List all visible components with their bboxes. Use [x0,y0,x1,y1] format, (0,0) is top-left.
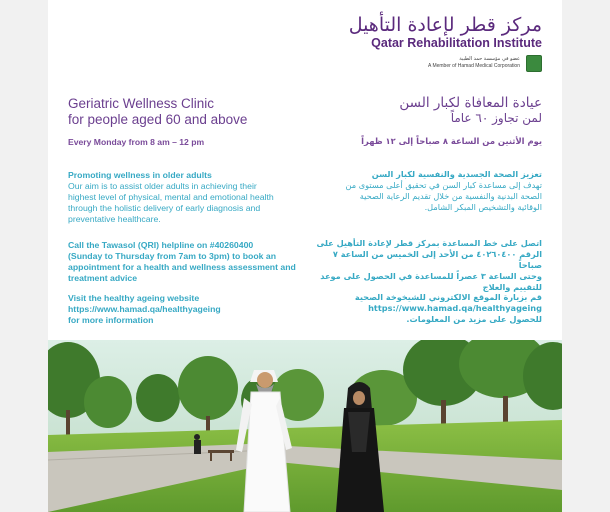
clinic-subtitle-ar: لمن تجاوز ٦٠ عاماً [450,111,542,125]
visit-section-en [68,293,304,326]
hmc-member-english: A Member of Hamad Medical Corporation [428,63,520,69]
hmc-logo-icon [526,55,542,72]
hmc-member-arabic: عضو في مؤسسة حمد الطبية [459,56,520,62]
park-photo [48,340,562,512]
call-line: appointment for a health and wellness assessment and [68,261,296,272]
call-line: treatment advice [68,272,138,283]
institute-logo-english: Qatar Rehabilitation Institute [371,36,542,50]
promo-line: through the holistic delivery of early diagnosis and [68,202,261,213]
call-line: Call the Tawasol (QRI) helpline on #40260400 [68,240,254,250]
promo-line: الصحة البدنية والنفسية من خلال تقديم الرعاية الصحية [359,190,542,201]
visit-line: for more information [68,314,154,325]
promo-line: highest level of physical, mental and emotional health [68,191,274,202]
promo-line: الوقائية والتشخيص المبكر الشامل. [424,201,542,212]
promo-line: preventative healthcare. [68,213,161,224]
website-link-en[interactable]: https://www.hamad.qa/healthyageing [68,303,221,314]
clinic-schedule-ar: يوم الأثنين من الساعة ٨ صباحاً إلى ١٢ ظهراً [361,136,542,146]
visit-line: قم بزيارة الموقع الالكتروني للشيخوخة الصحية [354,292,542,302]
promo-section-ar [314,169,542,213]
promo-line: تهدف إلى مساعدة كبار السن في تحقيق أعلى مستوى من [345,179,542,190]
call-line: للتقييم والعلاج [482,281,542,292]
institute-logo-arabic: مركز قطر لإعادة التأهيل [348,14,542,36]
visit-line: Visit the healthy ageing website [68,293,200,303]
call-line: اتصل على خط المساعدة بمركز قطر لإعادة التأهيل على [316,238,542,248]
clinic-title-ar: عيادة المعافاة لكبار السن [399,95,542,111]
call-line: وحتى الساعة ٣ عصراً للمساعدة في الحصول على موعد [320,270,542,281]
call-section-ar [314,238,542,293]
flyer-page [48,0,562,512]
clinic-subtitle-en: for people aged 60 and above [68,112,248,127]
promo-line: Our aim is to assist older adults in achieving their [68,180,257,191]
promo-heading-ar: تعزيز الصحة الجسدية والنفسية لكبار السن [371,169,542,179]
promo-section-en [68,170,304,225]
clinic-schedule-en: Every Monday from 8 am – 12 pm [68,137,205,147]
visit-line: للحصول على مزيد من المعلومات. [406,313,542,324]
visit-section-ar [314,292,542,325]
website-link-ar[interactable]: https://www.hamad.qa/healthyageing [368,302,542,313]
clinic-title-en: Geriatric Wellness Clinic [68,96,215,111]
call-line: (Sunday to Thursday from 7am to 3pm) to book an [68,250,277,261]
call-line: الرقم ٤٠٢٦٠٤٠٠ من الأحد إلى الخميس من الساعة ٧ صباحاً [332,248,542,270]
promo-heading-en: Promoting wellness in older adults [68,170,212,180]
call-section-en [68,240,304,284]
